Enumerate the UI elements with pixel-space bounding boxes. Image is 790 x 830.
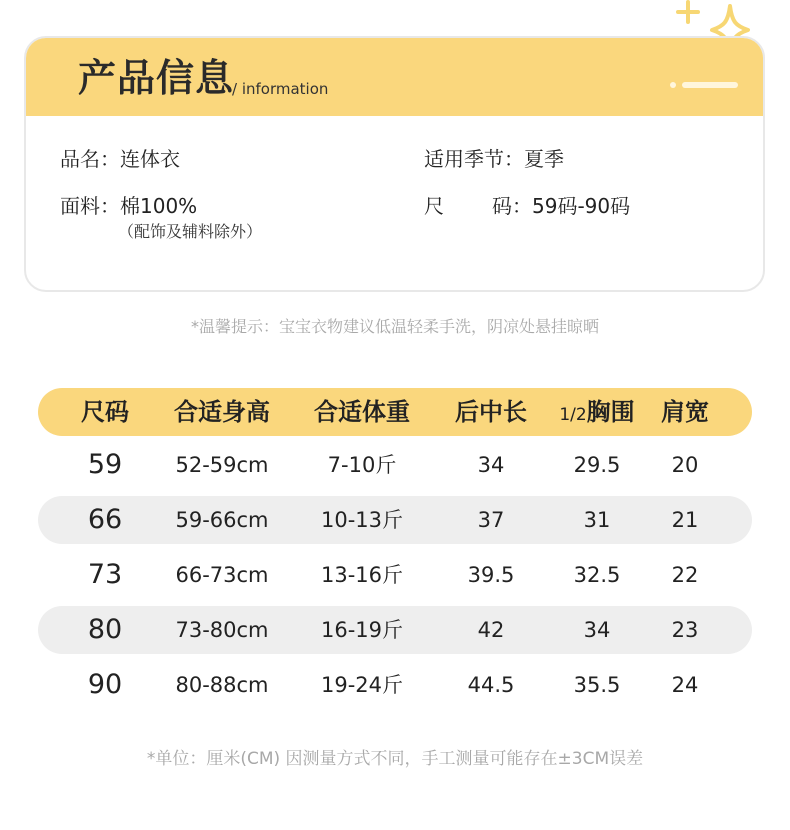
table-cell-size: 66	[87, 504, 123, 535]
table-cell-chest: 34	[583, 618, 611, 642]
season-row	[424, 146, 564, 172]
table-cell-chest: 29.5	[573, 453, 621, 477]
size-range-label-a: 尺	[424, 194, 444, 218]
table-cell-back-length: 34	[477, 453, 505, 477]
table-cell-back-length: 39.5	[467, 563, 515, 587]
table-cell-chest: 32.5	[573, 563, 621, 587]
product-name-row	[60, 146, 180, 172]
size-range-row	[424, 193, 630, 219]
season-value: 夏季	[524, 147, 564, 171]
table-cell-weight: 13-16斤	[320, 563, 404, 587]
care-tip: *温馨提示：宝宝衣物建议低温轻柔手洗，阴凉处悬挂晾晒	[190, 317, 599, 336]
table-cell-weight: 16-19斤	[320, 618, 404, 642]
product-name-label: 品名：	[60, 147, 120, 171]
table-cell-weight: 19-24斤	[320, 673, 404, 697]
product-name-value: 连体衣	[120, 147, 180, 171]
header-chest	[559, 388, 634, 439]
size-range-label-b: 码：	[492, 194, 532, 218]
table-cell-height: 66-73cm	[175, 563, 269, 587]
table-cell-size: 59	[87, 449, 123, 480]
fabric-row	[60, 193, 197, 219]
fabric-note: （配饰及辅料除外）	[118, 222, 263, 241]
fabric-value: 棉100%	[120, 194, 198, 218]
table-cell-weight: 7-10斤	[327, 453, 397, 477]
header-size: 尺码	[81, 398, 129, 426]
product-info-card	[24, 36, 765, 292]
table-cell-shoulder: 21	[671, 508, 699, 532]
table-cell-back-length: 44.5	[467, 673, 515, 697]
table-cell-height: 80-88cm	[175, 673, 269, 697]
fabric-label: 面料：	[60, 194, 120, 218]
header-height: 合适身高	[174, 398, 270, 426]
header-decoration	[670, 82, 750, 88]
table-cell-back-length: 42	[477, 618, 505, 642]
table-cell-chest: 31	[583, 508, 611, 532]
info-subtitle: / information	[232, 80, 329, 98]
table-cell-shoulder: 23	[671, 618, 699, 642]
table-cell-size: 73	[87, 559, 123, 590]
table-cell-shoulder: 22	[671, 563, 699, 587]
table-cell-chest: 35.5	[573, 673, 621, 697]
header-chest-label: 胸围	[586, 398, 635, 426]
info-title: 产品信息	[78, 56, 235, 100]
table-cell-height: 52-59cm	[175, 453, 269, 477]
table-cell-weight: 10-13斤	[320, 508, 404, 532]
header-weight: 合适体重	[314, 398, 410, 426]
table-cell-height: 73-80cm	[175, 618, 269, 642]
header-chest-prefix: 1/2	[559, 405, 587, 425]
measurement-note: *单位：厘米(CM) 因测量方式不同，手工测量可能存在±3CM误差	[146, 749, 644, 769]
header-back-length: 后中长	[455, 398, 527, 426]
size-range-value: 59码-90码	[532, 194, 631, 218]
table-cell-size: 90	[87, 669, 123, 700]
header-shoulder: 肩宽	[661, 398, 709, 426]
info-header	[26, 38, 763, 116]
table-cell-shoulder: 20	[671, 453, 699, 477]
table-cell-shoulder: 24	[671, 673, 699, 697]
table-cell-size: 80	[87, 614, 123, 645]
table-cell-height: 59-66cm	[175, 508, 269, 532]
table-cell-back-length: 37	[477, 508, 505, 532]
season-label: 适用季节：	[424, 147, 524, 171]
